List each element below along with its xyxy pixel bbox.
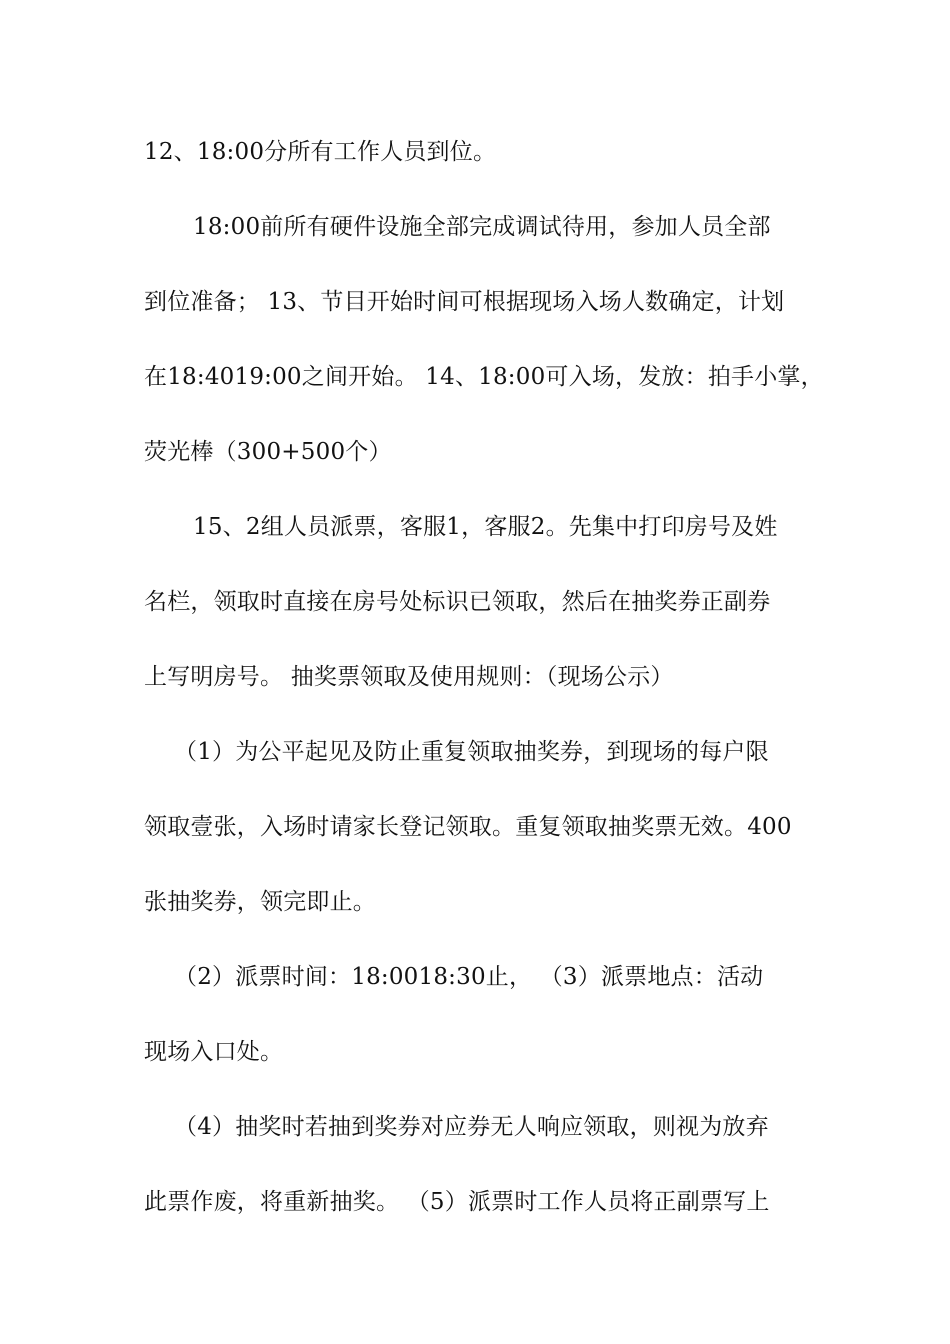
text-line-one-per-household: 领取壹张，入场时请家长登记领取。重复领取抽奖票无效。400 <box>144 814 792 840</box>
text-line-staff-arrival: 12、18:00分所有工作人员到位。 <box>144 139 497 165</box>
text-line-hardware-ready: 18:00前所有硬件设施全部完成调试待用，参加人员全部 <box>193 214 771 240</box>
text-line-program-start: 到位准备； 13、节目开始时间可根据现场入场人数确定，计划 <box>144 289 785 315</box>
text-line-glow-sticks: 荧光棒（300+500个） <box>144 439 392 465</box>
text-line-rule-1: （1）为公平起见及防止重复领取抽奖券，到现场的每户限 <box>174 739 769 765</box>
text-line-ticket-groups: 15、2组人员派票，客服1，客服2。先集中打印房号及姓 <box>193 514 778 540</box>
text-line-name-column: 名栏，领取时直接在房号处标识已领取，然后在抽奖券正副券 <box>144 589 771 615</box>
text-line-start-time: 在18:4019:00之间开始。 14、18:00可入场，发放：拍手小掌， <box>144 364 824 390</box>
text-line-rule-2-3: （2）派票时间：18:0018:30止， （3）派票地点：活动 <box>174 964 764 990</box>
text-line-lottery-rules: 上写明房号。 抽奖票领取及使用规则：（现场公示） <box>144 664 674 690</box>
text-line-entrance: 现场入口处。 <box>144 1039 284 1065</box>
text-line-redraw: 此票作废，将重新抽奖。 （5）派票时工作人员将正副票写上 <box>144 1189 770 1215</box>
text-line-ticket-limit: 张抽奖券，领完即止。 <box>144 889 376 915</box>
text-line-rule-4: （4）抽奖时若抽到奖券对应券无人响应领取，则视为放弃 <box>174 1114 769 1140</box>
